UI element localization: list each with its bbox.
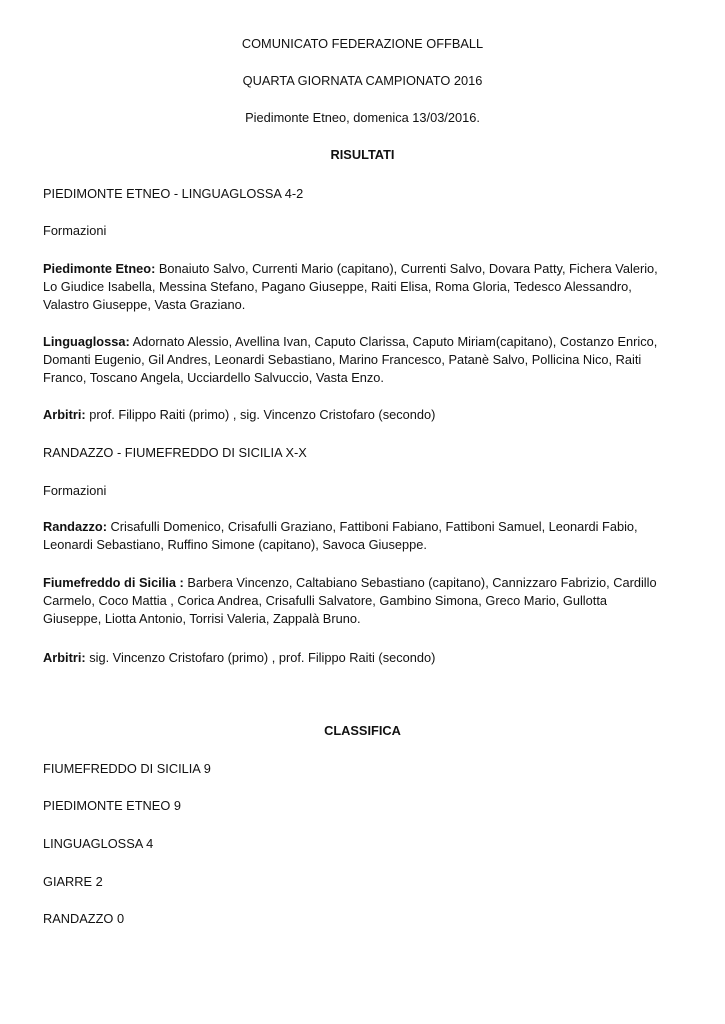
match-1-referees [43,406,693,424]
lineup-line: Barbera Vincenzo, Caltabiano Sebastiano (capitano), Cannizzaro Fabrizio, Cardillo [183,575,657,590]
lineup-line: Lo Giudice Isabella, Messina Stefano, Pagano Giuseppe, Raiti Elisa, Roma Gloria, Tedesco Alessandro, [43,279,632,295]
referees-label: Arbitri: [43,650,86,665]
standings-row: GIARRE 2 [43,874,103,889]
team-name: Fiumefreddo di Sicilia : [43,575,184,590]
match-2-referees [43,649,693,667]
lineup-line: Leonardi Sebastiano, Ruffino Simone (capitano), Savoca Giuseppe. [43,537,427,553]
round-title: QUARTA GIORNATA CAMPIONATO 2016 [242,73,483,88]
team-name: Linguaglossa: [43,334,130,349]
standings-heading: CLASSIFICA [324,723,401,738]
referees-names: sig. Vincenzo Cristofaro (primo) , prof. Filippo Raiti (secondo) [85,650,436,665]
lineup-line: Valastro Giuseppe, Vasta Graziano. [43,297,246,313]
referees-names: prof. Filippo Raiti (primo) , sig. Vincenzo Cristofaro (secondo) [85,407,436,422]
standings-row: PIEDIMONTE ETNEO 9 [43,798,181,813]
standings-row: FIUMEFREDDO DI SICILIA 9 [43,761,211,776]
team-name: Randazzo: [43,519,107,534]
match-1-formations-label: Formazioni [43,223,107,238]
lineup-line: Carmelo, Coco Mattia , Corica Andrea, Crisafulli Salvatore, Gambino Simona, Greco Mario, Gullotta [43,593,608,609]
lineup-line: Adornato Alessio, Avellina Ivan, Caputo Clarissa, Caputo Miriam(capitano), Costanzo Enrico, [129,334,658,349]
standings-row: RANDAZZO 0 [43,911,125,926]
lineup-line: Giuseppe, Liotta Antonio, Torrisi Valeria, Zappalà Bruno. [43,611,361,627]
team-name: Piedimonte Etneo: [43,261,156,276]
match-2-title: RANDAZZO - FIUMEFREDDO DI SICILIA X-X [43,445,307,460]
results-heading: RISULTATI [330,147,395,162]
lineup-line: Bonaiuto Salvo, Currenti Mario (capitano), Currenti Salvo, Dovara Patty, Fichera Valerio, [155,261,658,276]
match-2-team-a-lineup [43,518,693,554]
match-2-team-b-lineup [43,574,693,629]
match-1-team-b-lineup [43,333,693,388]
match-2-formations-label: Formazioni [43,483,107,498]
lineup-line: Domanti Eugenio, Gil Andres, Leonardi Sebastiano, Marino Francesco, Patanè Salvo, Pollicina Nico, Raiti [43,352,642,368]
standings-row: LINGUAGLOSSA 4 [43,836,154,851]
match-1-team-a-lineup [43,260,693,315]
lineup-line: Franco, Toscano Angela, Ucciardello Salvuccio, Vasta Enzo. [43,370,384,386]
lineup-line: Crisafulli Domenico, Crisafulli Graziano, Fattiboni Fabiano, Fattiboni Samuel, Leonardi Fabio, [107,519,638,534]
referees-label: Arbitri: [43,407,86,422]
match-1-title: PIEDIMONTE ETNEO - LINGUAGLOSSA 4-2 [43,186,304,201]
place-date: Piedimonte Etneo, domenica 13/03/2016. [245,110,480,125]
org-title: COMUNICATO FEDERAZIONE OFFBALL [241,36,484,51]
